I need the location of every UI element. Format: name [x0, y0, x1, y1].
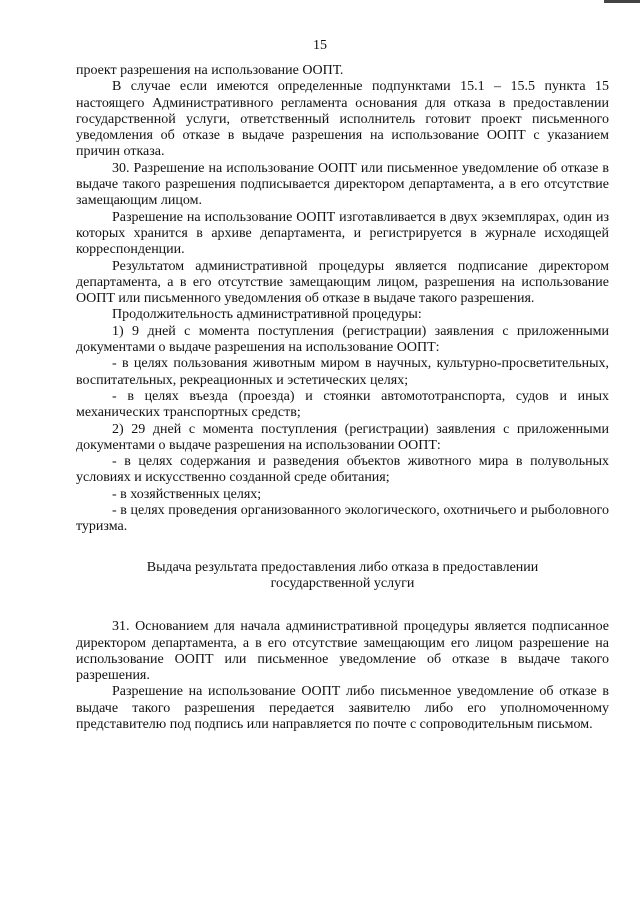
list-item: 1) 9 дней с момента поступления (регистрации) заявления с приложенными документами о выдаче разрешения на использование ООПТ: — [76, 323, 609, 356]
list-item: - в хозяйственных целях; — [112, 486, 262, 502]
paragraph: 30. Разрешение на использование ООПТ или письменное уведомление об отказе в выдаче такого разрешения подписывается директором департамента, а в его отсутствие замещающим лицом. — [76, 160, 609, 209]
paragraph: Разрешение на использование ООПТ либо письменное уведомление об отказе в выдаче такого разрешения передается заявителю либо его уполномоченному представителю под подпись или направляется по почте с сопроводительным письмом. — [76, 684, 609, 732]
paragraph: В случае если имеются определенные подпунктами 15.1 – 15.5 пункта 15 настоящего Административного регламента основания для отказа в предоставлении государственной услуги, ответственный исполнитель готовит проект письменного уведомления об отказе в выдаче разрешения на использование ООПТ с указанием причин отказа. — [76, 79, 609, 160]
scan-edge-mark — [604, 0, 640, 3]
section-heading-line: Выдача результата предоставления либо отказа в предоставлении — [146, 559, 539, 575]
section-heading — [76, 560, 609, 593]
paragraph: Разрешение на использование ООПТ изготавливается в двух экземплярах, один из которых хранится в архиве департамента, и регистрируется в журнале исходящей корреспонденции. — [76, 209, 609, 258]
document-body — [76, 63, 609, 733]
paragraph: Результатом административной процедуры является подписание директором департамента, а в его отсутствие замещающим лицом, разрешения на использование ООПТ или письменного уведомления об отказе в выдаче такого разрешения. — [76, 258, 609, 307]
list-item: - в целях содержания и разведения объектов животного мира в полувольных условиях и искусственно созданной среде обитания; — [76, 454, 609, 486]
page-number: 15 — [313, 38, 327, 53]
section-heading-line: государственной услуги — [270, 575, 415, 591]
paragraph: 31. Основанием для начала административной процедуры является подписанное директором департамента, а в его отсутствие замещающим его лицом разрешение на использование ООПТ или письменное уведомление об отказе в выдаче такого разрешения. — [76, 619, 609, 684]
paragraph: проект разрешения на использование ООПТ. — [76, 63, 344, 78]
list-item: 2) 29 дней с момента поступления (регистрации) заявления с приложенными документами о выдаче разрешения на использовании ООПТ: — [76, 421, 609, 453]
paragraph: Продолжительность административной процедуры: — [112, 307, 422, 323]
list-item: - в целях проведения организованного экологического, охотничьего и рыболовного туризма. — [76, 503, 609, 535]
list-item: - в целях въезда (проезда) и стоянки автомототранспорта, судов и иных механических транспортных средств; — [76, 388, 609, 421]
list-item: - в целях пользования животным миром в научных, культурно-просветительных, воспитательных, рекреационных и эстетических целях; — [76, 356, 609, 388]
